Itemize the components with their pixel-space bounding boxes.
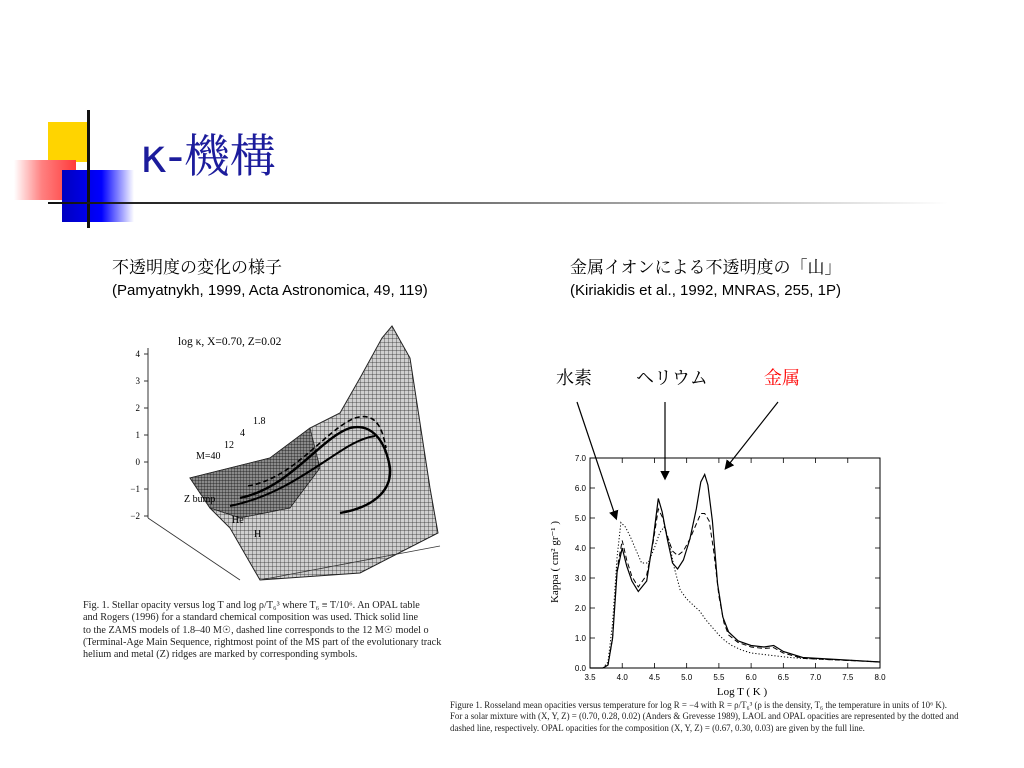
- series-line-solid: [590, 475, 880, 669]
- y-tick-label: 4.0: [574, 544, 586, 553]
- surface-depth-axis: [148, 518, 240, 580]
- x-tick-label: 5.5: [713, 673, 725, 682]
- y-tick-label: 0.0: [574, 664, 586, 673]
- y-tick-label: 1.0: [574, 634, 586, 643]
- decoration-blue-block: [62, 170, 134, 222]
- plot-frame: [590, 458, 880, 668]
- decoration-vertical-line: [87, 110, 90, 228]
- left-reference: (Pamyatnykh, 1999, Acta Astronomica, 49, 119): [112, 282, 428, 299]
- surface-z-tick-label: 0: [135, 457, 140, 467]
- x-tick-label: 6.5: [777, 673, 789, 682]
- y-tick-label: 6.0: [574, 484, 586, 493]
- left-heading: 不透明度の変化の様子: [112, 258, 282, 278]
- x-tick-label: 3.5: [584, 673, 596, 682]
- series-line-dotted: [590, 523, 880, 669]
- x-tick-label: 4.5: [648, 673, 661, 682]
- x-tick-label: 4.0: [616, 673, 628, 682]
- surface-z-tick-label: 4: [135, 349, 140, 359]
- left-figure-caption: Fig. 1. Stellar opacity versus log T and log ρ/T₆³ where T₆ ≡ T/10⁶. An OPAL table and Rogers (1996) for a standard chemical composition was used. Thick solid line to the ZAMS models of 1.8–40 M☉, dashed line corresponds to the 12 M☉ model o (Terminal-Age Main Sequence, rightmost point of the MS part of the evolutionary track helium and metal (Z) ridges are marked by corresponding symbols.: [83, 600, 442, 661]
- surface-z-tick-label: 1: [135, 430, 140, 440]
- surface-z-tick-label: −2: [130, 511, 140, 521]
- x-tick-label: 6.0: [745, 673, 757, 682]
- x-tick-label: 5.0: [681, 673, 693, 682]
- opacity-chart: [540, 390, 900, 700]
- slide-title: κ-機構: [140, 129, 276, 183]
- y-tick-label: 5.0: [574, 514, 586, 523]
- h-label: H: [254, 529, 262, 540]
- surface-z-tick-label: 2: [135, 403, 140, 413]
- label-metal: 金属: [764, 368, 800, 389]
- y-axis-label: Kappa ( cm² gr⁻¹ ): [549, 520, 561, 604]
- x-tick-label: 7.5: [842, 673, 854, 682]
- y-tick-label: 3.0: [574, 574, 586, 583]
- series-line-dashed: [590, 509, 880, 668]
- right-figure-caption: Figure 1. Rosseland mean opacities versus temperature for log R = −4 with R = ρ/T₆³ (ρ is the density, T₆ the temperature in units of 10⁶ K). For a solar mixture with (X, Y, Z) = (0.70, 0.28, 0.02) (Anders & Grevesse 1989), LAOL and OPAL opacities are represented by the dotted and dashed line, respectively. OPAL opacities for the composition (X, Y, Z) = (0.67, 0.30, 0.03) are given by the full line.: [450, 700, 959, 733]
- x-tick-label: 7.0: [809, 673, 822, 682]
- label-helium: ヘリウム: [636, 368, 708, 389]
- right-heading: 金属イオンによる不透明度の「山」: [570, 258, 842, 278]
- mass-label-4: 4: [240, 428, 245, 439]
- he-label: He: [232, 515, 244, 526]
- title-underline: [48, 202, 948, 204]
- z-bump-label: Z bump: [184, 494, 216, 505]
- y-tick-label: 7.0: [574, 454, 586, 463]
- mass-label-12: 12: [224, 440, 234, 451]
- y-tick-label: 2.0: [574, 604, 586, 613]
- mass-label-40: M=40: [196, 451, 221, 462]
- decoration-yellow-block: [48, 122, 88, 162]
- mass-label-1-8: 1.8: [253, 416, 266, 427]
- right-reference: (Kiriakidis et al., 1992, MNRAS, 255, 1P): [570, 282, 841, 299]
- surface-z-tick-label: 3: [135, 376, 140, 386]
- surface-z-tick-label: −1: [130, 484, 140, 494]
- label-hydrogen: 水素: [556, 368, 592, 389]
- opacity-surface-plot: [120, 318, 450, 600]
- x-tick-label: 8.0: [874, 673, 886, 682]
- surface-title: log κ, X=0.70, Z=0.02: [178, 336, 282, 348]
- x-axis-label: Log T ( K ): [716, 686, 768, 698]
